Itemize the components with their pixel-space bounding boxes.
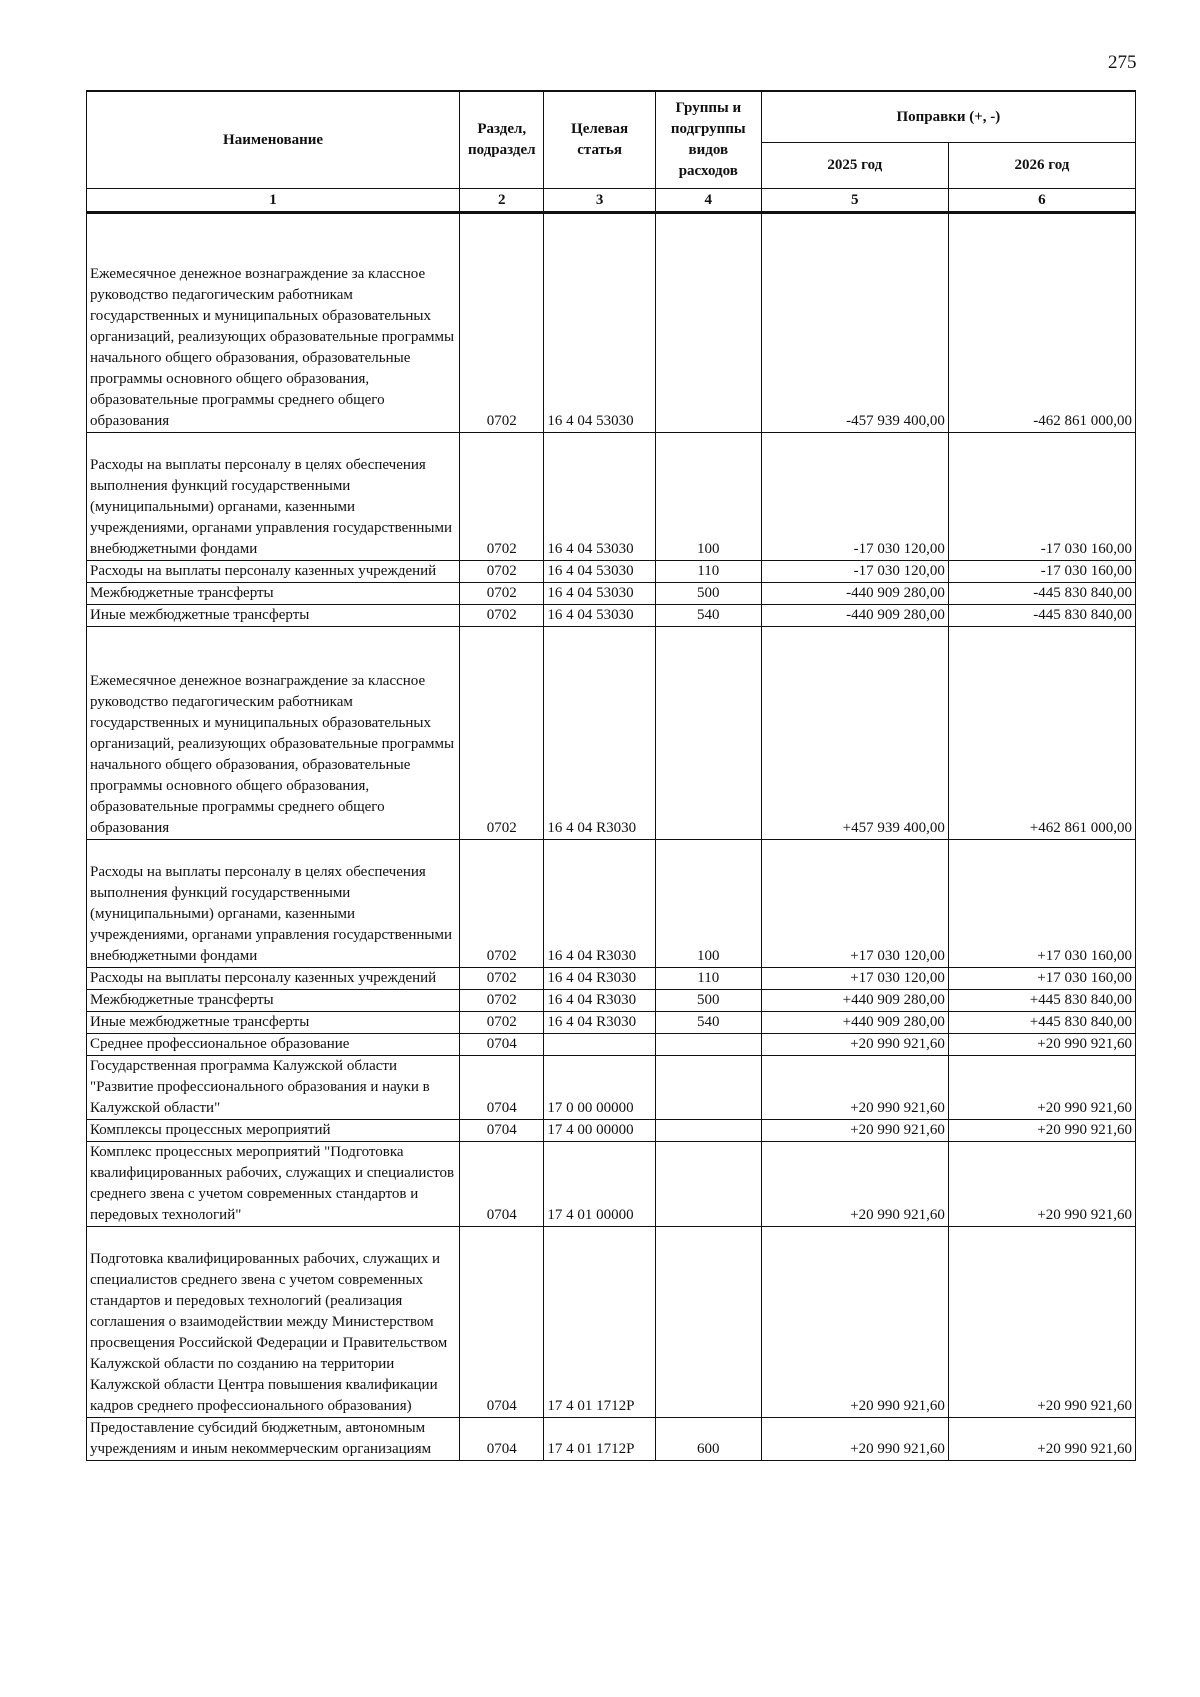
row-section-cell: 0704 <box>460 1418 544 1461</box>
header-section: Раздел, подраздел <box>460 91 544 189</box>
row-group-cell <box>655 1142 761 1227</box>
row-amount-2025-cell: +20 990 921,60 <box>761 1418 948 1461</box>
row-amount-2025-cell: +440 909 280,00 <box>761 990 948 1012</box>
row-name-cell: Подготовка квалифицированных рабочих, служащих и специалистов среднего звена с учетом современных стандартов и передовых технологий (реализация соглашения о взаимодействии между Министерством просвещения Российской Федерации и Правительством Калужской области по созданию на территории Калужской области Центра повышения квалификации кадров среднего профессионального образования) <box>87 1227 460 1418</box>
row-amount-2025-cell: -17 030 120,00 <box>761 561 948 583</box>
row-target-cell: 16 4 04 53030 <box>544 583 655 605</box>
row-amount-2025-cell: +20 990 921,60 <box>761 1056 948 1120</box>
row-name-cell: Расходы на выплаты персоналу казенных учреждений <box>87 561 460 583</box>
row-amount-2026-cell: -445 830 840,00 <box>948 583 1135 605</box>
table-row <box>87 1418 1136 1461</box>
row-amount-2025-cell: -457 939 400,00 <box>761 213 948 433</box>
row-target-cell: 16 4 04 R3030 <box>544 627 655 840</box>
row-amount-2026-cell: -462 861 000,00 <box>948 213 1135 433</box>
table-row <box>87 605 1136 627</box>
table-body <box>87 213 1136 1461</box>
row-group-cell: 540 <box>655 1012 761 1034</box>
row-amount-2026-cell: +17 030 160,00 <box>948 968 1135 990</box>
row-name-cell: Иные межбюджетные трансферты <box>87 605 460 627</box>
row-section-cell: 0702 <box>460 990 544 1012</box>
row-target-cell: 17 0 00 00000 <box>544 1056 655 1120</box>
table-row <box>87 1142 1136 1227</box>
table-row <box>87 433 1136 561</box>
row-section-cell: 0702 <box>460 213 544 433</box>
row-amount-2025-cell: +20 990 921,60 <box>761 1227 948 1418</box>
table-row <box>87 840 1136 968</box>
row-amount-2026-cell: -17 030 160,00 <box>948 433 1135 561</box>
row-target-cell: 16 4 04 53030 <box>544 605 655 627</box>
row-amount-2026-cell: +445 830 840,00 <box>948 1012 1135 1034</box>
row-amount-2025-cell: +457 939 400,00 <box>761 627 948 840</box>
row-group-cell <box>655 213 761 433</box>
table-row <box>87 968 1136 990</box>
row-section-cell: 0704 <box>460 1034 544 1056</box>
row-target-cell: 16 4 04 53030 <box>544 213 655 433</box>
row-group-cell: 100 <box>655 433 761 561</box>
row-name-cell: Межбюджетные трансферты <box>87 583 460 605</box>
row-name-cell: Расходы на выплаты персоналу в целях обеспечения выполнения функций государственными (муниципальными) органами, казенными учреждениями, органами управления государственными внебюджетными фондами <box>87 433 460 561</box>
row-group-cell <box>655 1034 761 1056</box>
row-amount-2026-cell: +20 990 921,60 <box>948 1120 1135 1142</box>
table-row <box>87 583 1136 605</box>
budget-amendments-table <box>86 90 1136 1461</box>
row-amount-2026-cell: +462 861 000,00 <box>948 627 1135 840</box>
row-amount-2025-cell: -440 909 280,00 <box>761 605 948 627</box>
header-name: Наименование <box>87 91 460 189</box>
table-row <box>87 990 1136 1012</box>
header-col-number: 3 <box>544 189 655 213</box>
row-target-cell: 17 4 01 1712Р <box>544 1227 655 1418</box>
row-section-cell: 0704 <box>460 1227 544 1418</box>
row-amount-2025-cell: -17 030 120,00 <box>761 433 948 561</box>
row-amount-2025-cell: +17 030 120,00 <box>761 968 948 990</box>
row-group-cell: 500 <box>655 990 761 1012</box>
table-header <box>87 91 1136 213</box>
row-amount-2025-cell: -440 909 280,00 <box>761 583 948 605</box>
row-section-cell: 0702 <box>460 433 544 561</box>
row-group-cell: 600 <box>655 1418 761 1461</box>
row-name-cell: Комплекс процессных мероприятий "Подготовка квалифицированных рабочих, служащих и специалистов среднего звена с учетом современных стандартов и передовых технологий" <box>87 1142 460 1227</box>
row-amount-2026-cell: +20 990 921,60 <box>948 1227 1135 1418</box>
header-col-number: 2 <box>460 189 544 213</box>
row-target-cell: 16 4 04 53030 <box>544 561 655 583</box>
row-target-cell: 16 4 04 53030 <box>544 433 655 561</box>
row-target-cell: 16 4 04 R3030 <box>544 990 655 1012</box>
row-target-cell: 16 4 04 R3030 <box>544 840 655 968</box>
row-amount-2025-cell: +20 990 921,60 <box>761 1034 948 1056</box>
row-target-cell: 16 4 04 R3030 <box>544 1012 655 1034</box>
row-amount-2026-cell: +20 990 921,60 <box>948 1056 1135 1120</box>
row-section-cell: 0702 <box>460 561 544 583</box>
row-amount-2025-cell: +20 990 921,60 <box>761 1142 948 1227</box>
row-section-cell: 0702 <box>460 1012 544 1034</box>
row-group-cell: 110 <box>655 968 761 990</box>
row-section-cell: 0702 <box>460 627 544 840</box>
header-target: Целевая статья <box>544 91 655 189</box>
row-section-cell: 0702 <box>460 968 544 990</box>
header-groups: Группы и подгруппы видов расходов <box>655 91 761 189</box>
row-group-cell: 100 <box>655 840 761 968</box>
row-target-cell <box>544 1034 655 1056</box>
table-row <box>87 1227 1136 1418</box>
table-row <box>87 627 1136 840</box>
page-number: 275 <box>1108 52 1137 73</box>
header-col-number: 1 <box>87 189 460 213</box>
row-name-cell: Ежемесячное денежное вознаграждение за классное руководство педагогическим работникам государственных и муниципальных образовательных организаций, реализующих образовательные программы начального общего образования, образовательные программы основного общего образования, образовательные программы среднего общего образования <box>87 627 460 840</box>
row-group-cell <box>655 1056 761 1120</box>
row-amount-2026-cell: -445 830 840,00 <box>948 605 1135 627</box>
row-amount-2025-cell: +20 990 921,60 <box>761 1120 948 1142</box>
row-section-cell: 0704 <box>460 1120 544 1142</box>
table-row <box>87 213 1136 433</box>
row-target-cell: 16 4 04 R3030 <box>544 968 655 990</box>
row-amount-2026-cell: +20 990 921,60 <box>948 1034 1135 1056</box>
header-col-number: 5 <box>761 189 948 213</box>
row-section-cell: 0702 <box>460 605 544 627</box>
row-section-cell: 0702 <box>460 840 544 968</box>
row-amount-2026-cell: +17 030 160,00 <box>948 840 1135 968</box>
row-name-cell: Государственная программа Калужской области "Развитие профессионального образования и науки в Калужской области" <box>87 1056 460 1120</box>
header-col-number: 4 <box>655 189 761 213</box>
row-name-cell: Комплексы процессных мероприятий <box>87 1120 460 1142</box>
row-amount-2026-cell: +445 830 840,00 <box>948 990 1135 1012</box>
row-amount-2025-cell: +17 030 120,00 <box>761 840 948 968</box>
row-name-cell: Расходы на выплаты персоналу казенных учреждений <box>87 968 460 990</box>
row-amount-2026-cell: -17 030 160,00 <box>948 561 1135 583</box>
row-target-cell: 17 4 00 00000 <box>544 1120 655 1142</box>
row-name-cell: Расходы на выплаты персоналу в целях обеспечения выполнения функций государственными (муниципальными) органами, казенными учреждениями, органами управления государственными внебюджетными фондами <box>87 840 460 968</box>
row-group-cell <box>655 1120 761 1142</box>
row-target-cell: 17 4 01 00000 <box>544 1142 655 1227</box>
row-name-cell: Предоставление субсидий бюджетным, автономным учреждениям и иным некоммерческим организациям <box>87 1418 460 1461</box>
row-group-cell: 500 <box>655 583 761 605</box>
table-row <box>87 561 1136 583</box>
row-group-cell: 110 <box>655 561 761 583</box>
row-amount-2026-cell: +20 990 921,60 <box>948 1142 1135 1227</box>
row-section-cell: 0704 <box>460 1056 544 1120</box>
row-target-cell: 17 4 01 1712Р <box>544 1418 655 1461</box>
header-year-2026: 2026 год <box>948 143 1135 189</box>
row-amount-2026-cell: +20 990 921,60 <box>948 1418 1135 1461</box>
row-name-cell: Иные межбюджетные трансферты <box>87 1012 460 1034</box>
row-amount-2025-cell: +440 909 280,00 <box>761 1012 948 1034</box>
row-group-cell: 540 <box>655 605 761 627</box>
row-section-cell: 0702 <box>460 583 544 605</box>
row-section-cell: 0704 <box>460 1142 544 1227</box>
header-col-number: 6 <box>948 189 1135 213</box>
row-name-cell: Среднее профессиональное образование <box>87 1034 460 1056</box>
row-group-cell <box>655 627 761 840</box>
row-name-cell: Ежемесячное денежное вознаграждение за классное руководство педагогическим работникам государственных и муниципальных образовательных организаций, реализующих образовательные программы начального общего образования, образовательные программы основного общего образования, образовательные программы среднего общего образования <box>87 213 460 433</box>
header-amendments: Поправки (+, -) <box>761 91 1135 143</box>
row-name-cell: Межбюджетные трансферты <box>87 990 460 1012</box>
header-year-2025: 2025 год <box>761 143 948 189</box>
row-group-cell <box>655 1227 761 1418</box>
table-row <box>87 1056 1136 1120</box>
table-row <box>87 1034 1136 1056</box>
table-row <box>87 1012 1136 1034</box>
table-row <box>87 1120 1136 1142</box>
